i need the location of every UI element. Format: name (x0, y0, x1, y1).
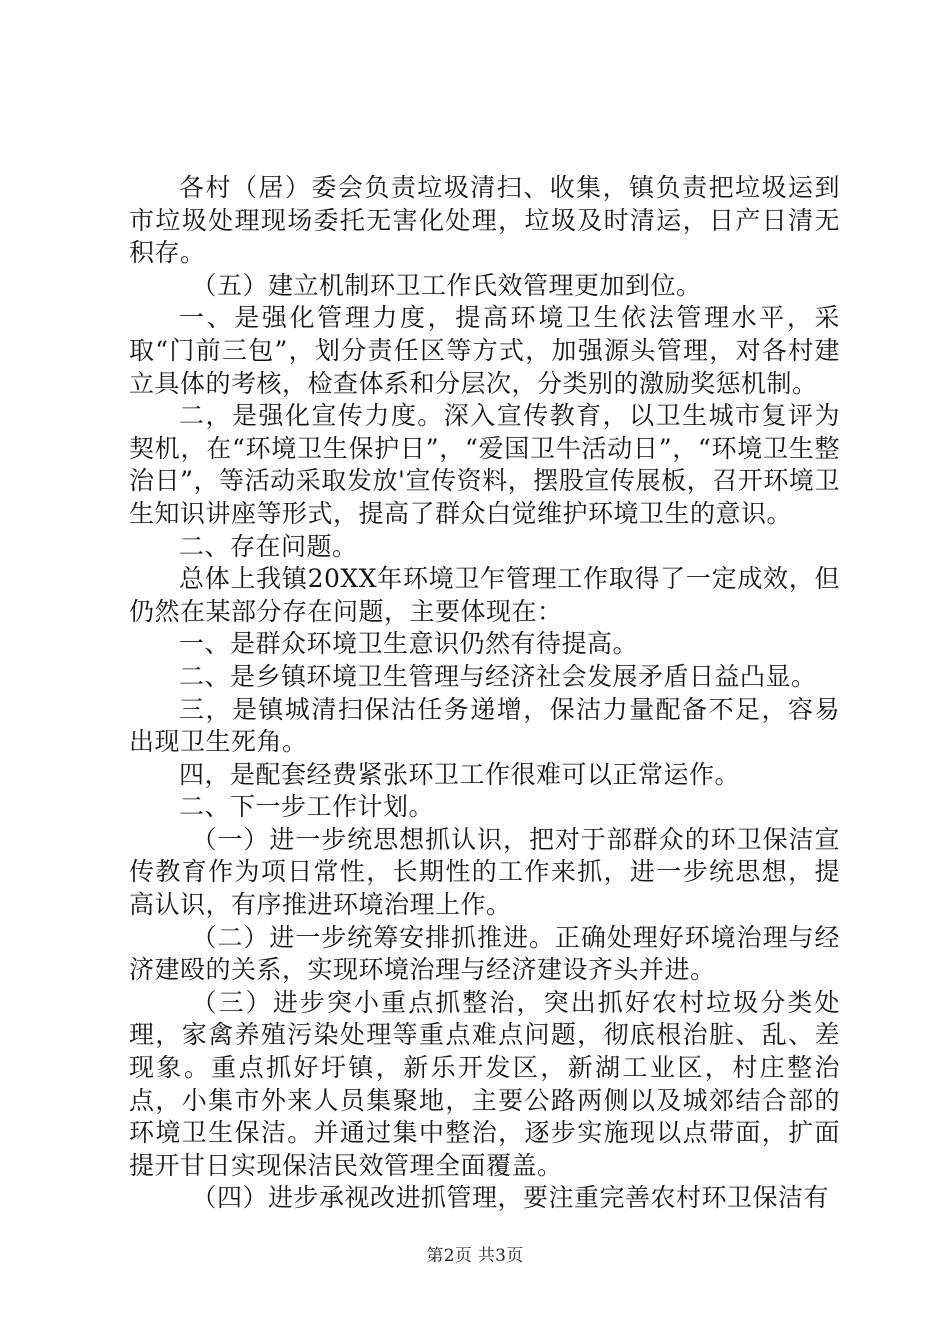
paragraph-4: 二，是强化宣传力度。深入宣传教育，以卫生城市复评为契机，在“环境卫生保护日”，“爱国卫牛活动日”，“环境卫生整治日”，等活动采取发放'宣传资料，摆股宣传展板，召开环境卫生知识讲座等形式，提高了群众白觉维护环境卫生的意识。 (129, 401, 840, 528)
section-heading-problems: 二、存在问题。 (179, 531, 358, 561)
paragraph-13: （二）进一步统筹安排抓推进。正确处理好环境治理与经济建殴的关系，实现环境治理与经济建设齐头并进。 (129, 922, 840, 985)
paragraph-12: （一）进一步统思想抓认识，把对于部群众的环卫保洁宣传教育作为项日常性，长期性的工作来抓，进一步统思想，提高认识，有序推进环境治理上作。 (129, 824, 840, 920)
paragraph-10: 四，是配套经费紧张环卫工作很难可以正常运作。 (179, 759, 741, 789)
paragraph-7: 一、是群众环境卫生意识仍然有待提高。 (179, 629, 639, 659)
paragraph-9: 三，是镇城清扫保沽任务递增，保沽力量配备不足，容易出现卫生死角。 (129, 694, 840, 757)
paragraph-14: （三）进步突小重点抓整治，突出抓好农村垃圾分类处理，家禽养殖污染处理等重点难点问题，彻底根治脏、乱、差现象。重点抓好圩镇，新乐开发区，新湖工业区，村庄整治点，小集市外来人员集聚地，主要公路两侧以及城郊结合部的环境卫生保洁。并通过集中整治，逐步实施现以点带面，扩面提开甘日实现保洁民效管理全面覆盖。 (129, 987, 840, 1180)
paragraph-15: （四）进步承视改进抓管理，要注重完善农村环卫保洁有 (191, 1183, 830, 1213)
page-number-footer: 第2页 共3页 (426, 1246, 524, 1266)
paragraph-3: 一、是强化管理力度，提高环境卫生依法管理水平，采取“门前三包”，划分责任区等方式，加强源头管理，对各村建立具体的考核，检查体系和分层次，分类别的激励奖惩机制。 (129, 303, 840, 398)
section-heading-plan: 二、下一步工作计划。 (179, 792, 435, 822)
paragraph-2: （五）建立机制环卫工作氏效管理更加到位。 (191, 270, 702, 300)
paragraph-1: 各村（居）委会负责垃圾清扫、收集，镇负责把垃圾运到市垃圾处理现场委托无害化处理，垃圾及时清运，日产日清无积存。 (129, 173, 840, 268)
document-body (129, 172, 840, 1215)
paragraph-6: 总体上我镇20XX年环境卫乍管理工作取得了一定成效，但仍然在某部分存在问题，主要体现在： (129, 564, 840, 626)
paragraph-8: 二、是乡镇环境卫生管理与经济社会发展矛盾日益凸显。 (179, 661, 817, 691)
